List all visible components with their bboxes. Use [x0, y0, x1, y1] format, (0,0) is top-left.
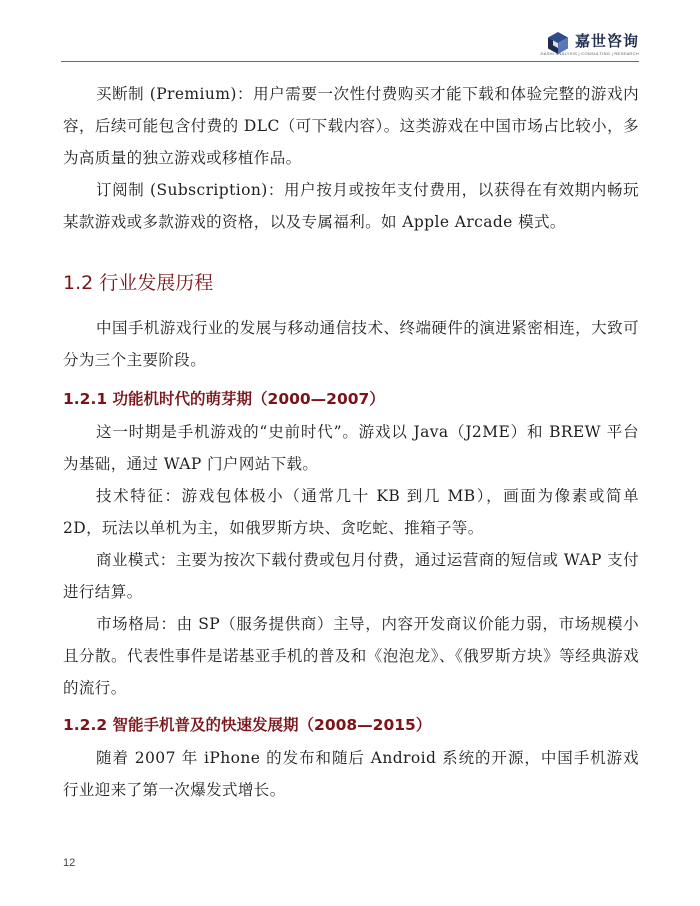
page-header	[61, 26, 639, 62]
section-heading-1-2-1: 1.2.1 功能机时代的萌芽期（2000—2007）	[63, 390, 385, 408]
paragraph-tech-features: 技术特征：游戏包体极小（通常几十 KB 到几 MB），画面为像素或简单 2D，玩法以单机为主，如俄罗斯方块、贪吃蛇、推箱子等。	[63, 487, 639, 537]
logo-text: 嘉世咨询	[574, 31, 639, 50]
section-heading-1-2: 1.2 行业发展历程	[63, 272, 214, 294]
paragraph-subscription: 订阅制 (Subscription)：用户按月或按年支付费用，以获得在有效期内畅玩某款游戏或多款游戏的资格，以及专属福利。如 Apple Arcade 模式。	[63, 181, 639, 231]
paragraph-premium: 买断制 (Premium)：用户需要一次性付费购买才能下载和体验完整的游戏内容，后续可能包含付费的 DLC（可下载内容）。这类游戏在中国市场占比较小，多为高质量的独立游戏或移植作品。	[63, 85, 639, 167]
paragraph-business-model: 商业模式：主要为按次下载付费或包月付费，通过运营商的短信或 WAP 支付进行结算。	[63, 551, 639, 601]
page-number: 12	[63, 857, 76, 869]
section-heading-1-2-2: 1.2.2 智能手机普及的快速发展期（2008—2015）	[63, 716, 432, 734]
paragraph-smartphone-era: 随着 2007 年 iPhone 的发布和随后 Android 系统的开源，中国手机游戏行业迎来了第一次爆发式增长。	[63, 749, 639, 799]
document-body	[63, 78, 639, 806]
header-divider	[61, 61, 639, 62]
paragraph-feature-phone: 这一时期是手机游戏的“史前时代”。游戏以 Java（J2ME）和 BREW 平台为基础，通过 WAP 门户网站下载。	[63, 423, 639, 473]
logo-subtitle: JIASHI ANALYSIS | CONSULTING | RESEARCH	[540, 51, 639, 56]
paragraph-market-structure: 市场格局：由 SP（服务提供商）主导，内容开发商议价能力弱，市场规模小且分散。代表性事件是诺基亚手机的普及和《泡泡龙》、《俄罗斯方块》等经典游戏的流行。	[63, 615, 639, 697]
paragraph-intro: 中国手机游戏行业的发展与移动通信技术、终端硬件的演进紧密相连，大致可分为三个主要阶段。	[63, 319, 639, 369]
